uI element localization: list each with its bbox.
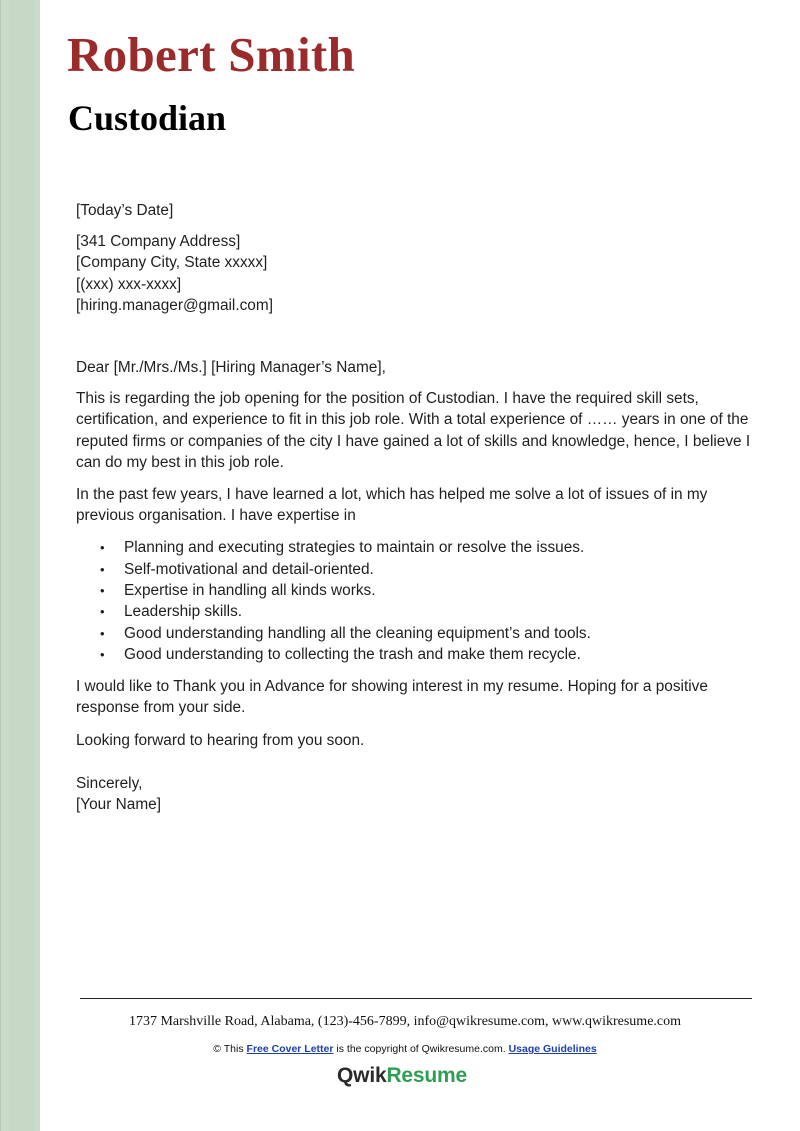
company-address-block xyxy=(76,231,756,316)
copyright-notice xyxy=(0,1043,800,1055)
paragraph-experience: In the past few years, I have learned a lot, which has helped me solve a lot of issues of in my previous organisation. I have expertise in xyxy=(76,486,708,525)
paragraph-closing-remark: Looking forward to hearing from you soon. xyxy=(76,731,365,749)
company-phone-line: [(xxx) xxx-xxxx] xyxy=(76,275,182,293)
footer-contact: 1737 Marshville Road, Alabama, (123)-456-7899, info@qwikresume.com, www.qwikresume.com xyxy=(128,1014,682,1029)
company-city-line: [Company City, State xxxxx] xyxy=(76,254,268,272)
expertise-list xyxy=(76,537,756,665)
footer-divider xyxy=(80,998,752,999)
list-item-text: Self-motivational and detail-oriented. xyxy=(124,560,374,578)
logo-text-resume: Resume xyxy=(386,1064,467,1087)
list-item xyxy=(76,601,756,622)
paragraph-thanks: I would like to Thank you in Advance for showing interest in my resume. Hoping for a positive response from your side. xyxy=(76,678,708,717)
qwikresume-logo xyxy=(0,1064,800,1088)
letter-date: [Today’s Date] xyxy=(76,202,174,219)
logo-text-qwik: Qwik xyxy=(337,1064,387,1087)
list-item xyxy=(76,580,756,601)
list-item-text: Good understanding handling all the cleaning equipment’s and tools. xyxy=(124,624,591,642)
salutation: Dear [Mr./Mrs./Ms.] [Hiring Manager’s Name], xyxy=(76,359,386,377)
copyright-middle: is the copyright of Qwikresume.com. xyxy=(336,1043,506,1055)
list-item xyxy=(76,537,756,558)
usage-guidelines-link[interactable]: Usage Guidelines xyxy=(508,1043,597,1055)
letter-body xyxy=(76,200,756,815)
signature: [Your Name] xyxy=(76,796,161,814)
list-item xyxy=(76,644,756,665)
bullet-icon: • xyxy=(100,646,105,662)
bullet-icon: • xyxy=(100,561,105,577)
list-item-text: Leadership skills. xyxy=(124,603,243,621)
list-item-text: Expertise in handling all kinds works. xyxy=(124,582,376,600)
closing: Sincerely, xyxy=(76,774,143,792)
paragraph-intro: This is regarding the job opening for the position of Custodian. I have the required skill sets, certification, and experience to fit in this job role. With a total experience of …… years in one of the reputed firms or companies of the city I have gained a lot of skills and knowledge, hence, I believe I can do my best in this job role. xyxy=(76,390,751,471)
bullet-icon: • xyxy=(100,540,105,556)
list-item xyxy=(76,559,756,580)
list-item xyxy=(76,623,756,644)
free-cover-letter-link[interactable]: Free Cover Letter xyxy=(246,1043,334,1055)
list-item-text: Good understanding to collecting the trash and make them recycle. xyxy=(124,645,581,663)
applicant-name: Robert Smith xyxy=(67,27,356,82)
bullet-icon: • xyxy=(100,604,105,620)
bullet-icon: • xyxy=(100,625,105,641)
decorative-sidebar xyxy=(0,0,40,1131)
company-address-line: [341 Company Address] xyxy=(76,233,241,251)
copyright-prefix: © This xyxy=(213,1043,244,1055)
company-email-line: [hiring.manager@gmail.com] xyxy=(76,296,273,314)
job-title: Custodian xyxy=(68,98,227,138)
bullet-icon: • xyxy=(100,583,105,599)
list-item-text: Planning and executing strategies to maintain or resolve the issues. xyxy=(124,539,585,557)
